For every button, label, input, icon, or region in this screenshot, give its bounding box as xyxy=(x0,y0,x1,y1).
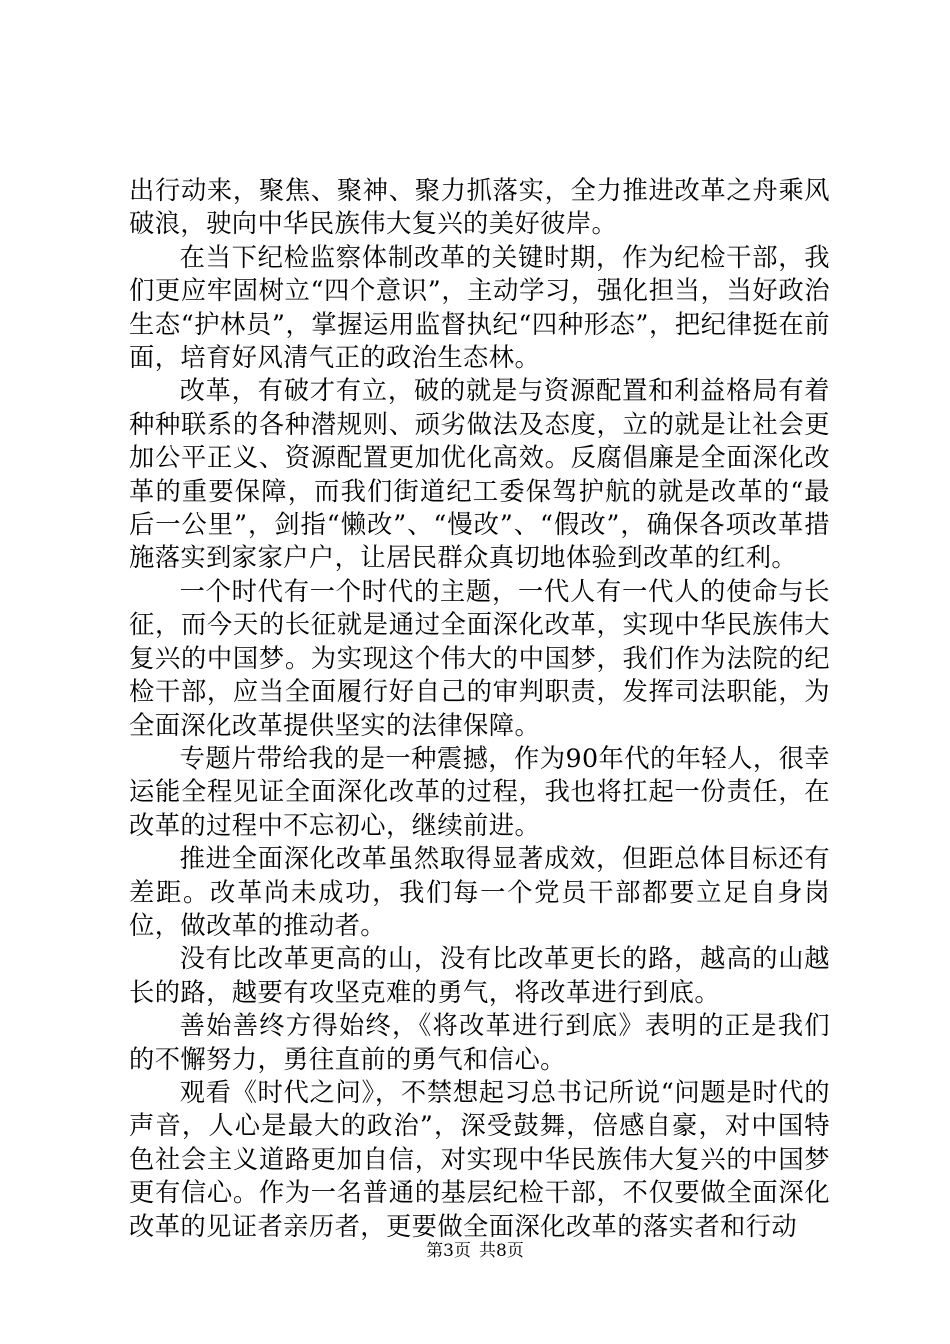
paragraph: 一个时代有一个时代的主题，一代人有一代人的使命与长征，而今天的长征就是通过全面深化改革，实现中华民族伟大复兴的中国梦。为实现这个伟大的中国梦，我们作为法院的纪检干部，应当全面履行好自己的审判职责，发挥司法职能，为全面深化改革提供坚实的法律保障。 xyxy=(129,576,830,740)
paragraph: 善始善终方得始终，《将改革进行到底》表明的正是我们的不懈努力，勇往直前的勇气和信心。 xyxy=(129,1011,830,1074)
paragraph: 专题片带给我的是一种震撼，作为90年代的年轻人，很幸运能全程见证全面深化改革的过程，我也将扛起一份责任，在改革的过程中不忘初心，继续前进。 xyxy=(129,743,830,840)
page-total: 共8页 xyxy=(479,1241,524,1261)
document-body xyxy=(129,174,830,1243)
page-number: 第3页 xyxy=(426,1241,471,1261)
paragraph: 观看《时代之问》，不禁想起习总书记所说“问题是时代的声音，人心是最大的政治”，深受鼓舞，倍感自豪，对中国特色社会主义道路更加自信，对实现中华民族伟大复兴的中国梦更有信心。作为一名普通的基层纪检干部，不仅要做全面深化改革的见证者亲历者，更要做全面深化改革的落实者和行动 xyxy=(129,1077,830,1241)
paragraph: 改革，有破才有立，破的就是与资源配置和利益格局有着种种联系的各种潜规则、顽劣做法及态度，立的就是让社会更加公平正义、资源配置更加优化高效。反腐倡廉是全面深化改革的重要保障，而我们街道纪工委保驾护航的就是改革的“最后一公里”，剑指“懒改”、“慢改”、“假改”，确保各项改革措施落实到家家户户，让居民群众真切地体验到改革的红利。 xyxy=(129,376,830,573)
paragraph-continued: 出行动来，聚焦、聚神、聚力抓落实，全力推进改革之舟乘风破浪，驶向中华民族伟大复兴的美好彼岸。 xyxy=(129,176,830,239)
paragraph: 在当下纪检监察体制改革的关键时期，作为纪检干部，我们更应牢固树立“四个意识”，主动学习，强化担当，当好政治生态“护林员”，掌握运用监督执纪“四种形态”，把纪律挺在前面，培育好风清气正的政治生态林。 xyxy=(129,242,830,373)
page-footer xyxy=(0,1240,950,1262)
paragraph: 推进全面深化改革虽然取得显著成效，但距总体目标还有差距。改革尚未成功，我们每一个党员干部都要立足自身岗位，做改革的推动者。 xyxy=(129,844,830,940)
paragraph: 没有比改革更高的山，没有比改革更长的路，越高的山越长的路，越要有攻坚克难的勇气，将改革进行到底。 xyxy=(129,944,830,1007)
